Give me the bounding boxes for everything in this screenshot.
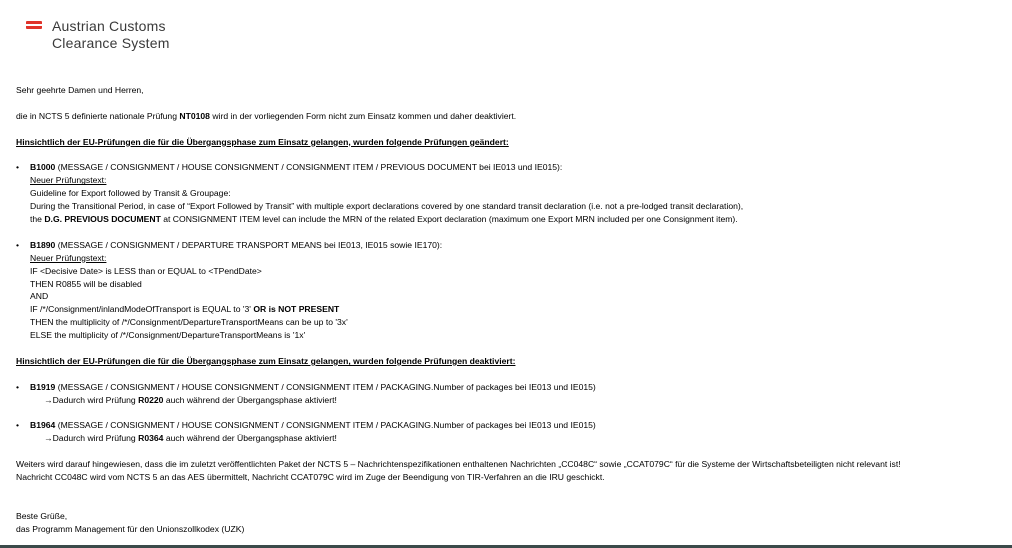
bullet-dot: •	[16, 162, 20, 173]
closing-line-1: Weiters wird darauf hingewiesen, dass die im zuletzt veröffentlichten Paket der NCTS 5 – Nachrichtenspezifikationen enthaltenen Nachrichten „CC048C“ sowie „CCAT079C“ für die Systeme der Wirtschaftsbeteiligten nicht relevant ist!	[16, 459, 901, 470]
bullet-dot: •	[16, 239, 20, 250]
b1000-line3-post: at CONSIGNMENT ITEM level can include the MRN of the related Export declaration (maximum one Export MRN included per one Consignment item).	[160, 214, 738, 225]
bullet-b1919	[16, 381, 1006, 407]
austrian-flag-icon	[26, 21, 42, 31]
b1964-desc: (MESSAGE / CONSIGNMENT / HOUSE CONSIGNMENT / CONSIGNMENT ITEM / PACKAGING.Number of packages bei IE013 und IE015)	[55, 420, 596, 431]
logo-line-1: Austrian Customs	[52, 18, 166, 34]
section-deactivated-heading: Hinsichtlich der EU-Prüfungen die für die Übergangsphase zum Einsatz gelangen, wurden folgende Prüfungen deaktiviert:	[16, 355, 516, 366]
sign-off: Beste Grüße,	[16, 510, 68, 521]
b1890-line4-pre: IF /*/Consignment/inlandModeOfTransport is EQUAL to '3'	[30, 304, 254, 315]
b1964-note	[30, 432, 1006, 445]
b1964-note-post: auch während der Übergangsphase aktiviert!	[163, 433, 337, 444]
b1890-line4-bold: OR is NOT PRESENT	[253, 304, 340, 315]
b1000-line3	[30, 213, 1006, 226]
b1919-note-post: auch während der Übergangsphase aktiviert!	[163, 394, 337, 405]
intro-pre: die in NCTS 5 definierte nationale Prüfung	[16, 110, 180, 121]
intro-paragraph	[16, 110, 1006, 123]
b1000-line3-bold: D.G. PREVIOUS DOCUMENT	[44, 214, 161, 225]
b1919-code: B1919	[30, 381, 56, 392]
bullet-dot: •	[16, 420, 20, 431]
b1000-code: B1000	[30, 162, 56, 173]
b1890-code: B1890	[30, 239, 56, 250]
b1890-new-text-label: Neuer Prüfungstext:	[30, 252, 107, 263]
signature: das Programm Management für den Unionszollkodex (UZK)	[16, 523, 245, 534]
letter-body	[16, 84, 1006, 536]
b1000-new-text-label: Neuer Prüfungstext:	[30, 175, 107, 186]
b1919-note	[30, 394, 1006, 407]
bullet-dot: •	[16, 381, 20, 392]
flag-stripe-bottom	[26, 26, 42, 29]
b1890-line3: AND	[30, 291, 49, 302]
b1964-note-bold: R0364	[138, 433, 164, 444]
closing-line-2: Nachricht CC048C wird vom NCTS 5 an das AES übermittelt, Nachricht CCAT079C wird im Zuge der Beendigung von TIR-Verfahren an die IRU geschickt.	[16, 472, 605, 483]
b1000-line3-pre: the	[30, 214, 45, 225]
b1890-line1: IF <Decisive Date> is LESS than or EQUAL to <TPendDate>	[30, 265, 262, 276]
b1919-desc: (MESSAGE / CONSIGNMENT / HOUSE CONSIGNMENT / CONSIGNMENT ITEM / PACKAGING.Number of packages bei IE013 und IE015)	[55, 381, 596, 392]
bullet-b1890	[16, 239, 1006, 342]
logo-text	[52, 18, 170, 52]
b1890-line4	[30, 303, 1006, 316]
b1000-line2: During the Transitional Period, in case of “Export Followed by Transit” with multiple export declarations covered by one standard transit declaration (i.e. not a pre-lodged transit declaration),	[30, 201, 744, 212]
bullet-b1964	[16, 419, 1006, 445]
b1000-line1: Guideline for Export followed by Transit & Groupage:	[30, 188, 231, 199]
b1890-line2: THEN R0855 will be disabled	[30, 278, 142, 289]
greeting: Sehr geehrte Damen und Herren,	[16, 85, 144, 95]
b1919-note-bold: R0220	[138, 394, 164, 405]
bullet-b1000	[16, 161, 1006, 226]
section-changed-heading: Hinsichtlich der EU-Prüfungen die für die Übergangsphase zum Einsatz gelangen, wurden folgende Prüfungen geändert:	[16, 136, 509, 147]
b1919-note-pre: →Dadurch wird Prüfung	[44, 394, 139, 405]
intro-check-code: NT0108	[179, 110, 210, 121]
b1890-desc: (MESSAGE / CONSIGNMENT / DEPARTURE TRANSPORT MEANS bei IE013, IE015 sowie IE170):	[55, 239, 443, 250]
b1890-line5: THEN the multiplicity of /*/Consignment/DepartureTransportMeans can be up to '3x'	[30, 317, 348, 328]
b1964-code: B1964	[30, 420, 56, 431]
b1890-line6: ELSE the multiplicity of /*/Consignment/DepartureTransportMeans is '1x'	[30, 330, 306, 341]
intro-post: wird in der vorliegenden Form nicht zum Einsatz kommen und daher deaktiviert.	[209, 110, 517, 121]
b1000-desc: (MESSAGE / CONSIGNMENT / HOUSE CONSIGNMENT / CONSIGNMENT ITEM / PREVIOUS DOCUMENT bei IE013 und IE015):	[55, 162, 563, 173]
logo-line-2: Clearance System	[52, 35, 170, 51]
b1964-note-pre: →Dadurch wird Prüfung	[44, 433, 139, 444]
